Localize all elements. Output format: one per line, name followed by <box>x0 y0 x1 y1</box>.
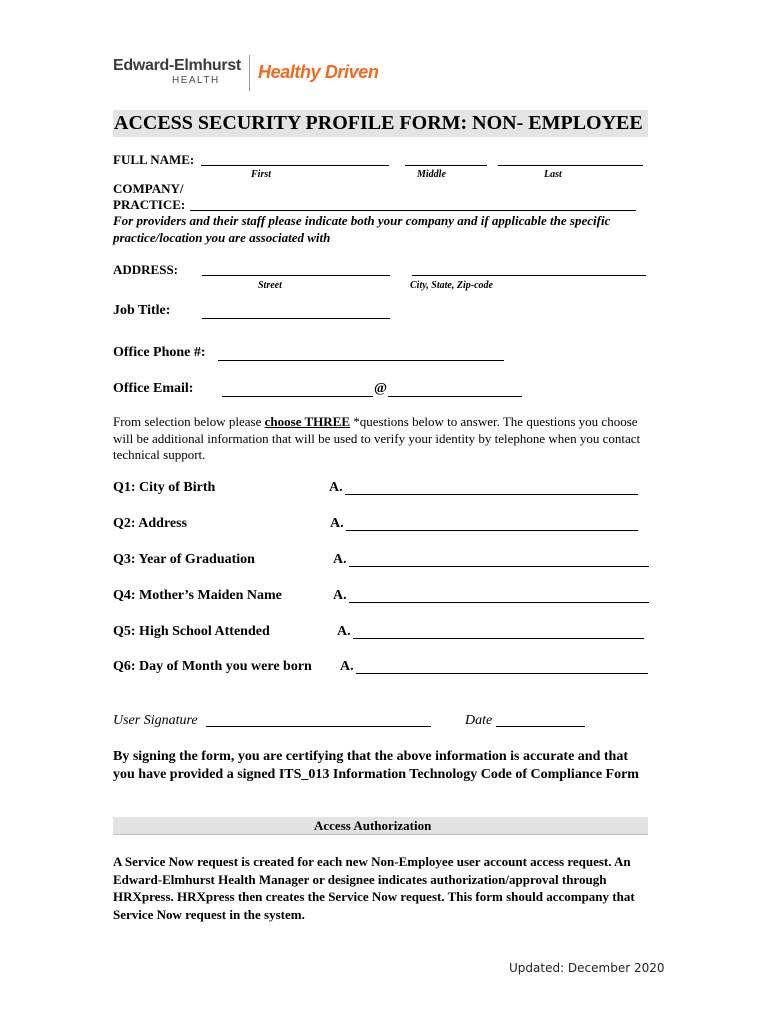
email-at-sign: @ <box>374 381 388 396</box>
email-user-field[interactable] <box>222 396 373 397</box>
question-4: Q4: Mother’s Maiden Name <box>113 588 282 603</box>
first-caption: First <box>251 169 272 180</box>
instructions <box>113 414 653 464</box>
updated-date: Updated: December 2020 <box>509 961 665 975</box>
instructions-post: *questions below to answer. The questions you choose will be additional information that will be used to verify your identity by telephone when you contact technical support. <box>113 414 641 462</box>
answer-4-prefix: A. <box>333 588 347 603</box>
question-2: Q2: Address <box>113 516 188 531</box>
last-caption: Last <box>544 169 562 180</box>
job-title-field[interactable] <box>202 318 390 319</box>
answer-6-field[interactable] <box>356 673 648 674</box>
question-5: Q5: High School Attended <box>113 624 270 639</box>
logo-tagline: Healthy Driven <box>258 62 379 82</box>
answer-3-prefix: A. <box>333 552 347 567</box>
last-name-field[interactable] <box>498 165 643 166</box>
logo-divider <box>249 55 250 91</box>
answer-2-prefix: A. <box>330 516 344 531</box>
answer-6-prefix: A. <box>340 659 354 674</box>
company-practice-field[interactable] <box>190 210 636 211</box>
question-3: Q3: Year of Graduation <box>113 552 255 567</box>
answer-3-field[interactable] <box>349 566 649 567</box>
answer-2-field[interactable] <box>346 530 638 531</box>
answer-5-field[interactable] <box>353 638 644 639</box>
full-name-label: FULL NAME: <box>113 152 195 167</box>
answer-1-field[interactable] <box>345 494 638 495</box>
page-title: ACCESS SECURITY PROFILE FORM: NON- EMPLOYEE <box>114 112 643 134</box>
office-phone-label: Office Phone #: <box>113 345 206 360</box>
question-6: Q6: Day of Month you were born <box>113 659 312 674</box>
access-authorization-header: Access Authorization <box>314 818 432 833</box>
city-caption: City, State, Zip-code <box>410 280 493 291</box>
question-1: Q1: City of Birth <box>113 480 216 495</box>
signature-label: User Signature <box>113 713 198 728</box>
job-title-label: Job Title: <box>113 303 171 318</box>
office-email-label: Office Email: <box>113 381 194 396</box>
street-field[interactable] <box>202 275 390 276</box>
middle-caption: Middle <box>417 169 446 180</box>
first-name-field[interactable] <box>201 165 389 166</box>
date-label: Date <box>465 713 493 728</box>
middle-name-field[interactable] <box>405 165 487 166</box>
email-domain-field[interactable] <box>388 396 522 397</box>
city-state-zip-field[interactable] <box>412 275 646 276</box>
office-phone-field[interactable] <box>218 360 504 361</box>
instructions-emphasis: choose THREE <box>264 414 350 429</box>
signature-field[interactable] <box>206 726 431 727</box>
logo-org-name: Edward-Elmhurst <box>113 57 241 74</box>
answer-1-prefix: A. <box>329 480 343 495</box>
company-note: For providers and their staff please indicate both your company and if applicable the specific practice/location you are associated with <box>113 213 611 245</box>
address-label: ADDRESS: <box>113 262 179 277</box>
authorization-text: A Service Now request is created for each new Non-Employee user account access request. An Edward-Elmhurst Health Manager or designee indicates authorization/approval through HRXpress. HRXpress then creates the Service Now request. This form should accompany that Service Now request in the system. <box>113 854 635 922</box>
street-caption: Street <box>258 280 282 291</box>
date-field[interactable] <box>496 726 585 727</box>
answer-5-prefix: A. <box>337 624 351 639</box>
instructions-pre: From selection below please <box>113 414 265 429</box>
certification-text: By signing the form, you are certifying that the above information is accurate and that you have provided a signed ITS_013 Information Technology Code of Compliance Form <box>113 749 639 782</box>
company-label: COMPANY/ <box>113 181 184 196</box>
answer-4-field[interactable] <box>349 602 649 603</box>
logo-org-sub: HEALTH <box>172 75 220 86</box>
practice-label: PRACTICE: <box>113 197 186 212</box>
